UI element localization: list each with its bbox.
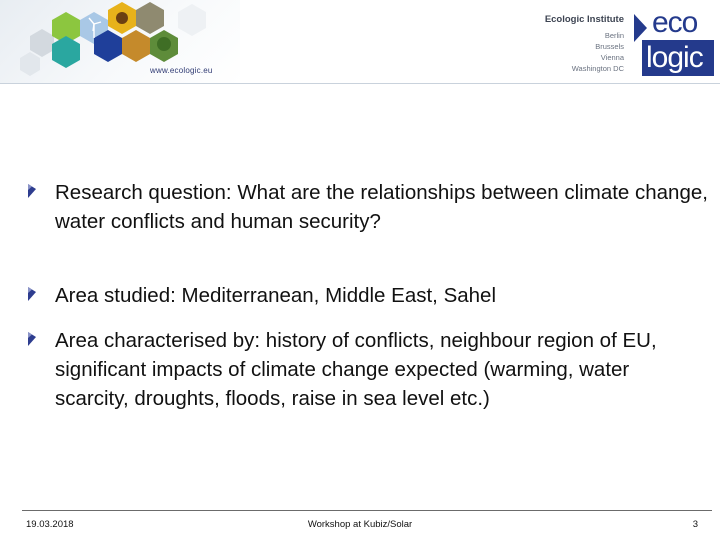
logo-text-logic: logic bbox=[646, 41, 703, 74]
page-number: 3 bbox=[692, 519, 698, 530]
bullet-research-question bbox=[28, 178, 708, 236]
bullet-area-studied bbox=[28, 281, 708, 310]
bullet-arrow-icon bbox=[28, 332, 36, 346]
website-url: www.ecologic.eu bbox=[150, 66, 213, 75]
hexagon-light bbox=[20, 52, 40, 76]
hexagon-gray bbox=[30, 29, 54, 57]
bullet-area-characterised bbox=[28, 326, 708, 413]
bullet-arrow-icon bbox=[28, 184, 36, 198]
logo-triangle-icon bbox=[634, 14, 647, 42]
logo-text-eco: eco bbox=[652, 6, 698, 39]
bullet-text: Area characterised by: history of conflicts, neighbour region of EU, significant impacts of climate change expected (warming, water scarcity, droughts, floods, raise in sea level etc.) bbox=[55, 329, 657, 410]
city-washington: Washington DC bbox=[571, 64, 624, 73]
hexagon-cow-photo bbox=[136, 2, 164, 34]
bullet-text: Area studied: Mediterranean, Middle East, Sahel bbox=[55, 284, 497, 307]
hexagon-pale bbox=[178, 4, 206, 36]
ecologic-logo bbox=[634, 6, 714, 76]
institute-name: Ecologic Institute bbox=[544, 14, 624, 25]
slide-header bbox=[0, 0, 720, 84]
hexagon-straw-photo bbox=[122, 30, 150, 62]
footer-event: Workshop at Kubiz/Solar bbox=[307, 519, 413, 530]
footer-divider bbox=[22, 510, 712, 511]
header-divider bbox=[0, 83, 720, 84]
sunflower-center-icon bbox=[116, 12, 128, 24]
hexagon-mosaic bbox=[20, 2, 206, 76]
city-vienna: Vienna bbox=[600, 53, 624, 62]
hexagon-teal bbox=[52, 36, 80, 68]
city-berlin: Berlin bbox=[604, 31, 624, 40]
bullet-text: Research question: What are the relationships between climate change, water conflicts and human security? bbox=[55, 181, 708, 233]
city-brussels: Brussels bbox=[595, 42, 624, 51]
footer-date: 19.03.2018 bbox=[26, 519, 74, 530]
tree-crown-icon bbox=[157, 37, 171, 51]
bullet-list bbox=[28, 178, 708, 413]
bullet-arrow-icon bbox=[28, 287, 36, 301]
